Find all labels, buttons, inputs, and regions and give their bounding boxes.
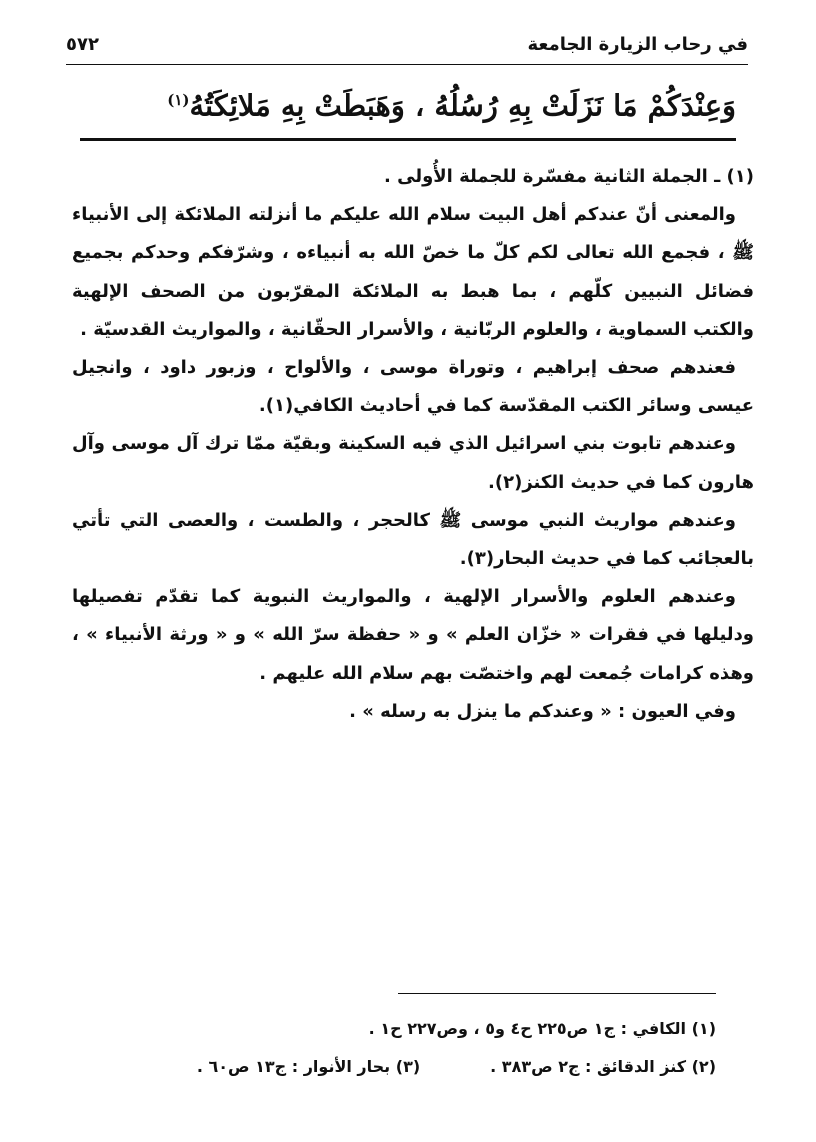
commentary-paragraph: وعندهم مواريث النبي موسى ﷺ كالحجر ، والطست ، والعصى التي تأتي بالعجائب كما في حديث البحار(٣). bbox=[72, 509, 754, 570]
commentary-paragraph: وعندهم تابوت بني اسرائيل الذي فيه السكينة وبقيّة ممّا ترك آل موسى وآل هارون كما في حديث الكنز(٢). bbox=[72, 433, 754, 493]
commentary-paragraph: (١) ـ الجملة الثانية مفسّرة للجملة الأُولى . bbox=[384, 166, 754, 187]
footnote-2: (٢) كنز الدقائق : ج٢ ص٣٨٣ . bbox=[490, 1057, 716, 1076]
commentary-paragraph: والمعنى أنّ عندكم أهل البيت سلام الله عليكم ما أنزلته الملائكة إلى الأنبياء ﷺ ، فجمع الله تعالى لكم كلّ ما خصّ الله به أنبياءه ، وشرّفكم وحدكم بجميع فضائل النبيين كلّهم ، بما هبط به الملائكة المقرّبون من الصحف الإلهية والكتب السماوية ، والعلوم الربّانية ، والأسرار الحقّانية ، والمواريث القدسيّة . bbox=[72, 204, 754, 340]
commentary-paragraph: فعندهم صحف إبراهيم ، وتوراة موسى ، والألواح ، وزبور داود ، وانجيل عيسى وسائر الكتب المقدّسة كما في أحاديث الكافي(١). bbox=[72, 357, 754, 417]
commentary-paragraph: وعندهم العلوم والأسرار الإلهية ، والمواريث النبوية كما تقدّم تفصيلها ودليلها في فقرات « خزّان العلم » و « حفظة سرّ الله » و « ورثة الأنبياء » ، وهذه كرامات جُمعت لهم واختصّت بهم سلام الله عليهم . bbox=[72, 586, 754, 684]
page-number: ٥٧٢ bbox=[66, 34, 99, 55]
footnotes bbox=[100, 1010, 716, 1086]
footnote-3: (٣) بحار الأنوار : ج١٣ ص٦٠ . bbox=[196, 1057, 421, 1076]
verse-note-marker: (١) bbox=[167, 91, 190, 109]
footnote-row bbox=[100, 1010, 716, 1048]
verse-body: وَعِنْدَكُمْ مَا نَزَلَتْ بِهِ رُسُلُهُ ، وَهَبَطَتْ بِهِ مَلائِكَتُهُ bbox=[189, 88, 736, 123]
footnote-divider bbox=[398, 993, 716, 994]
footnote-1: (١) الكافي : ج١ ص٢٢٥ ح٤ و٥ ، وص٢٢٧ ح١ . bbox=[368, 1019, 716, 1038]
verse-divider bbox=[80, 138, 736, 141]
commentary-paragraph: وفي العيون : « وعندكم ما ينزل به رسله » . bbox=[349, 700, 736, 722]
commentary-body bbox=[72, 158, 754, 731]
verse-text bbox=[90, 78, 736, 128]
running-header bbox=[66, 30, 748, 65]
header-title: في رحاب الزيارة الجامعة bbox=[527, 34, 748, 55]
footnote-row bbox=[100, 1048, 716, 1086]
